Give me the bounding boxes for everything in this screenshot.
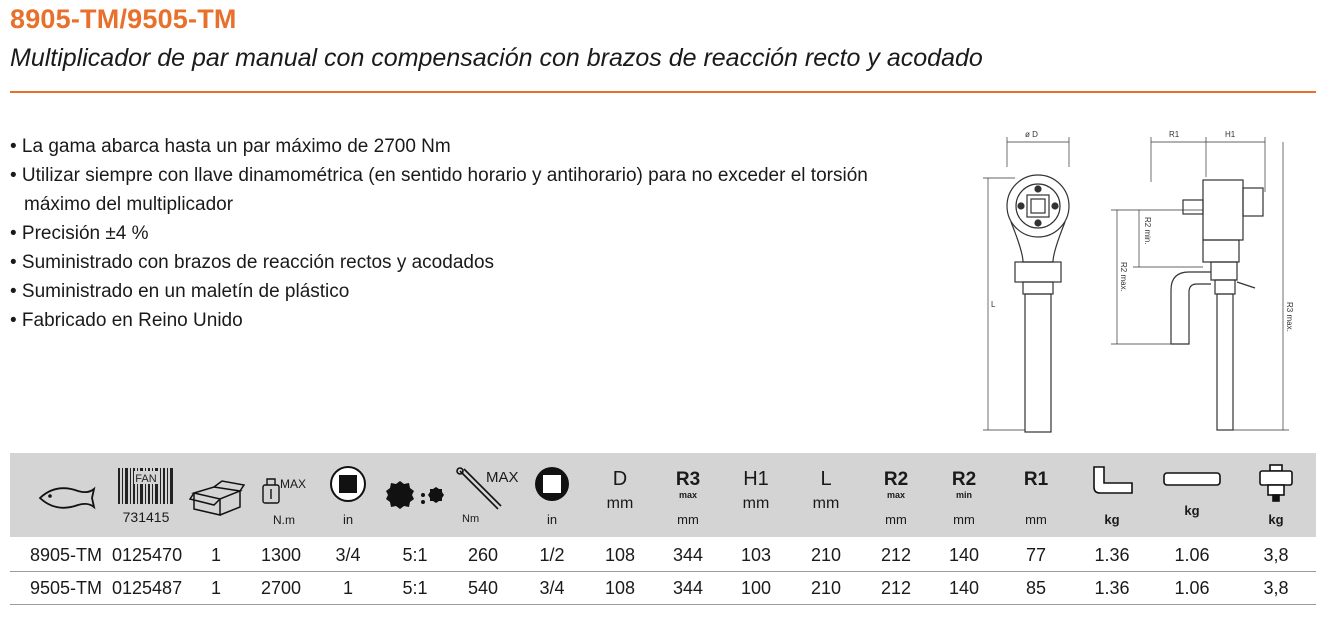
cell-l: 210 — [810, 545, 842, 565]
l-label: L — [820, 468, 832, 490]
h1-unit: mm — [742, 495, 770, 512]
cell-l: 210 — [810, 578, 842, 598]
r2max-sub: max — [886, 490, 905, 500]
cell-r2min: 140 — [948, 545, 980, 565]
cell-pack-qty: 1 — [210, 578, 221, 598]
feature-item: • Precisión ±4 % — [10, 223, 149, 244]
technical-drawing — [975, 122, 1295, 437]
label-l: L — [991, 300, 996, 309]
input-torque-column-header — [452, 453, 518, 537]
feature-item: • La gama abarca hasta un par máximo de 2700 Nm — [10, 136, 451, 157]
r1-label: R1 — [1023, 469, 1049, 490]
cell-output-drive: 3/4 — [335, 545, 361, 565]
in-unit: in — [342, 512, 354, 527]
feature-item: • Fabricado en Reino Unido — [10, 310, 243, 331]
feature-item: • Utilizar siempre con llave dinamométrica (en sentido horario y antihorario) para no exceder el torsión máximo del multiplicador — [10, 165, 868, 215]
cell-r2max: 212 — [880, 578, 912, 598]
cell-max-torque: 2700 — [260, 578, 302, 598]
cell-bent-arm-kg: 1.36 — [1094, 578, 1130, 598]
kg3-unit: kg — [1268, 512, 1284, 527]
ean-column-header — [114, 453, 178, 537]
r2min-unit: mm — [953, 512, 975, 527]
l-unit: mm — [812, 495, 840, 512]
cell-r3: 344 — [672, 578, 704, 598]
cell-h1: 103 — [740, 545, 772, 565]
max2-label: MAX — [486, 469, 519, 486]
barcode-icon — [116, 466, 176, 506]
label-r3-max: R3 max. — [1285, 302, 1294, 332]
cell-output-drive: 1 — [342, 578, 353, 598]
page-subtitle: Multiplicador de par manual con compensación con brazos de reacción recto y acodado — [10, 44, 983, 72]
cell-input-torque: 540 — [467, 578, 499, 598]
cell-h1: 100 — [740, 578, 772, 598]
kg2-unit: kg — [1184, 503, 1200, 518]
cell-input-torque: 260 — [467, 545, 499, 565]
cell-ean: 0125487 — [112, 578, 183, 598]
cell-multiplier-kg: 3,8 — [1263, 578, 1289, 598]
r1-column-header — [1006, 453, 1066, 537]
r2min-column-header — [934, 453, 994, 537]
cell-pack-qty: 1 — [210, 545, 221, 565]
feature-list — [10, 132, 890, 335]
table-row — [10, 572, 1316, 605]
fish-icon — [36, 483, 100, 513]
max-label: MAX — [280, 477, 307, 491]
r3-column-header — [658, 453, 718, 537]
cell-ean: 0125470 — [112, 545, 183, 565]
cell-d: 108 — [604, 578, 636, 598]
r2max-unit: mm — [885, 512, 907, 527]
max-torque-column-header — [254, 453, 314, 537]
cell-model: 8905-TM — [29, 545, 103, 565]
cell-input-drive: 3/4 — [539, 578, 565, 598]
gear-ratio-icon — [384, 479, 446, 511]
bent-reaction-arm-icon — [1090, 465, 1136, 495]
cell-straight-arm-kg: 1.06 — [1174, 545, 1210, 565]
label-r2-min: R2 min. — [1143, 217, 1152, 245]
cell-ratio: 5:1 — [402, 545, 428, 565]
max-unit: N.m — [273, 513, 295, 527]
ean-code: 731415 — [122, 509, 170, 525]
page-title: 8905-TM/9505-TM — [10, 4, 237, 34]
fan-label: FAN — [135, 473, 157, 485]
feature-item: • Suministrado en un maletín de plástico — [10, 281, 350, 302]
cell-r2min: 140 — [948, 578, 980, 598]
straight-reaction-arm-icon — [1162, 471, 1222, 487]
bent-arm-weight-column-header — [1082, 453, 1142, 537]
h1-column-header — [726, 453, 786, 537]
label-r2-max: R2 max. — [1119, 262, 1128, 292]
l-column-header — [796, 453, 856, 537]
cell-r2max: 212 — [880, 545, 912, 565]
feature-item: • Suministrado con brazos de reacción rectos y acodados — [10, 252, 495, 273]
straight-arm-weight-column-header — [1160, 453, 1224, 537]
package-box-icon — [188, 477, 246, 517]
label-h1: H1 — [1225, 130, 1236, 139]
cell-r1: 77 — [1025, 545, 1047, 565]
square-drive-column-header — [326, 453, 370, 537]
r2max-label: R2 — [883, 469, 909, 490]
r2min-sub: min — [955, 490, 972, 500]
r1-unit: mm — [1025, 512, 1047, 527]
h1-label: H1 — [743, 468, 769, 490]
r3-label: R3 — [675, 469, 701, 490]
cell-max-torque: 1300 — [260, 545, 302, 565]
cell-model: 9505-TM — [29, 578, 103, 598]
label-r1: R1 — [1169, 130, 1180, 139]
cell-straight-arm-kg: 1.06 — [1174, 578, 1210, 598]
square-drive-icon — [329, 465, 367, 503]
kg1-unit: kg — [1104, 512, 1120, 527]
cell-d: 108 — [604, 545, 636, 565]
multiplier-weight-column-header — [1246, 453, 1306, 537]
r2min-label: R2 — [951, 469, 977, 490]
cell-r1: 85 — [1025, 578, 1047, 598]
cell-ratio: 5:1 — [402, 578, 428, 598]
spec-table-header — [10, 453, 1316, 537]
r2max-column-header — [866, 453, 926, 537]
d-column-header — [590, 453, 650, 537]
r3-unit: mm — [677, 512, 699, 527]
cell-multiplier-kg: 3,8 — [1263, 545, 1289, 565]
cell-input-drive: 1/2 — [539, 545, 565, 565]
cell-r3: 344 — [672, 545, 704, 565]
table-row — [10, 539, 1316, 572]
square-drive-2-column-header — [530, 453, 574, 537]
orange-divider — [10, 91, 1316, 93]
in2-unit: in — [546, 512, 558, 527]
multiplier-body-icon — [1256, 463, 1296, 503]
square-drive-outline-icon — [533, 465, 571, 503]
r3-sub: max — [678, 490, 697, 500]
label-d: ø D — [1025, 130, 1038, 139]
cell-bent-arm-kg: 1.36 — [1094, 545, 1130, 565]
d-unit: mm — [606, 495, 634, 512]
nm-unit: Nm — [462, 513, 480, 525]
d-label: D — [612, 468, 628, 490]
